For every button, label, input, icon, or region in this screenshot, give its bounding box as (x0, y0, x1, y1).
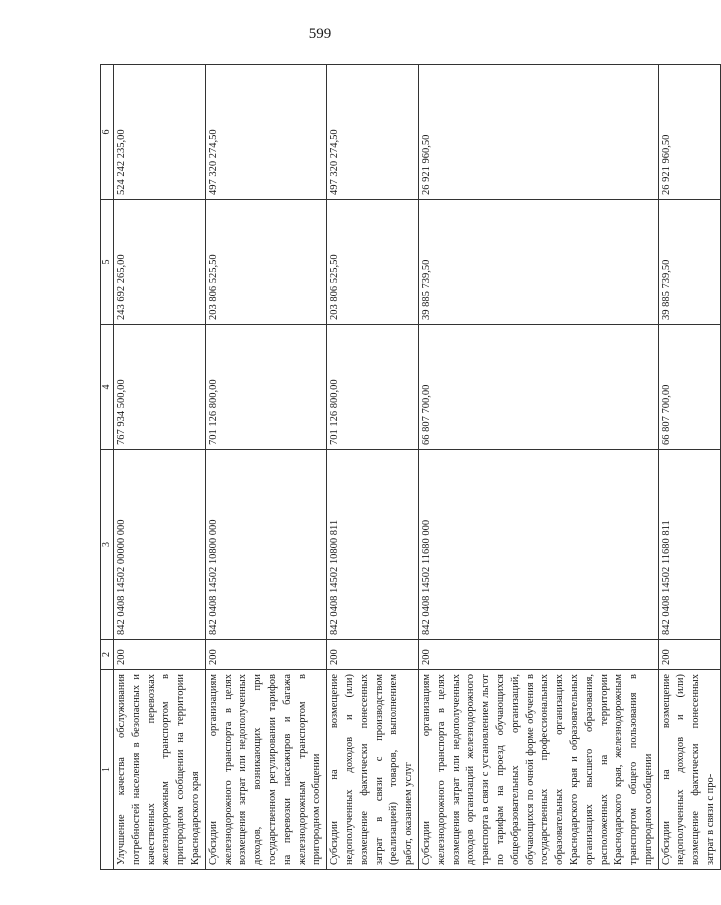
row-name: Субсидии на возмещение недополученных доходов и (или) возмещение фактически понесенных затрат в связи с про- (658, 670, 720, 870)
header-col-3: 3 (101, 450, 114, 640)
row-col6: 26 921 960,50 (658, 65, 720, 200)
row-col6: 26 921 960,50 (418, 65, 658, 200)
row-name: Улучшение качества обслуживания потребностей населения в безопасных и качественных перевозках железнодорожным транспортом в пригородном сообщении на территории Краснодарского края (114, 670, 206, 870)
row-col5: 243 692 265,00 (114, 200, 206, 325)
row-col5: 203 806 525,50 (327, 200, 419, 325)
row-col5: 39 885 739,50 (418, 200, 658, 325)
row-name: Субсидии организациям железнодорожного транспорта в целях возмещения затрат или недополученных доходов, возникающих при государственном регулировании тарифов на перевозки пассажиров и багажа железнодорожным транспортом в пригородном сообщении (205, 670, 326, 870)
row-col6: 497 320 274,50 (205, 65, 326, 200)
row-col5: 203 806 525,50 (205, 200, 326, 325)
rotated-table-wrapper (100, 65, 717, 870)
row-kbk: 842 0408 14502 11680 000 (418, 450, 658, 640)
budget-table (100, 64, 721, 870)
row-col4: 767 934 500,00 (114, 325, 206, 450)
row-name: Субсидии организациям железнодорожного транспорта в целях возмещения затрат или недополученных доходов организаций железнодорожного транспорта в связи с установлением льгот по тарифам на проезд обучающихся общеобразовательных организаций, обучающихся по очной форме обучения в государственных профессиональных образовательных организациях Краснодарского края и образовательных организациях высшего образования, расположенных на территории Краснодарского края, железнодорожным транспортом общего пользования в пригородном сообщении (418, 670, 658, 870)
table-row (205, 65, 326, 870)
row-kbk: 842 0408 14502 10800 000 (205, 450, 326, 640)
row-name: Субсидии на возмещение недополученных доходов и (или) возмещение фактически понесенных затрат в связи с производством (реализацией) товаров, выполнением работ, оказанием услуг (327, 670, 419, 870)
row-code: 200 (658, 640, 720, 670)
header-col-2: 2 (101, 640, 114, 670)
row-kbk: 842 0408 14502 00000 000 (114, 450, 206, 640)
row-code: 200 (327, 640, 419, 670)
header-col-4: 4 (101, 325, 114, 450)
row-col4: 701 126 800,00 (327, 325, 419, 450)
row-col4: 66 807 700,00 (658, 325, 720, 450)
header-col-5: 5 (101, 200, 114, 325)
row-col4: 701 126 800,00 (205, 325, 326, 450)
row-code: 200 (418, 640, 658, 670)
row-col6: 497 320 274,50 (327, 65, 419, 200)
header-col-1: 1 (101, 670, 114, 870)
table-row (114, 65, 206, 870)
row-col5: 39 885 739,50 (658, 200, 720, 325)
header-row (101, 65, 114, 870)
row-kbk: 842 0408 14502 11680 811 (658, 450, 720, 640)
table-row (418, 65, 658, 870)
row-col6: 524 242 235,00 (114, 65, 206, 200)
page-number: 599 (308, 26, 332, 42)
row-code: 200 (114, 640, 206, 670)
header-col-6: 6 (101, 65, 114, 200)
row-col4: 66 807 700,00 (418, 325, 658, 450)
row-code: 200 (205, 640, 326, 670)
row-kbk: 842 0408 14502 10800 811 (327, 450, 419, 640)
table-row (327, 65, 419, 870)
table-row (658, 65, 720, 870)
